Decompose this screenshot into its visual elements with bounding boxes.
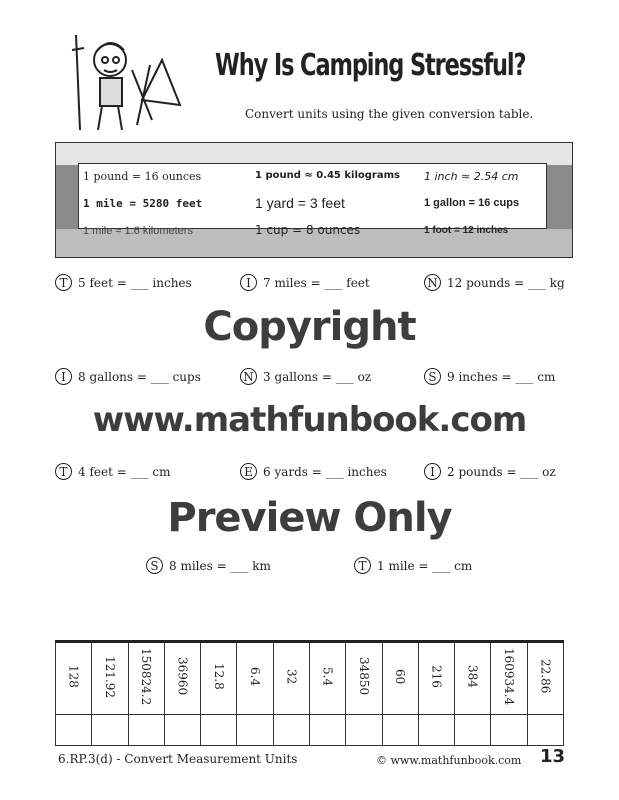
letter-blank[interactable] bbox=[346, 715, 382, 746]
letter-blank[interactable] bbox=[273, 715, 309, 746]
answer-key-table bbox=[55, 640, 564, 746]
problem: I 7 miles = ___ feet bbox=[240, 274, 370, 291]
problem: S 8 miles = ___ km bbox=[146, 557, 271, 574]
letter-blank[interactable] bbox=[527, 715, 563, 746]
conversion: 1 yard = 3 feet bbox=[255, 195, 345, 211]
answer-cell bbox=[56, 642, 92, 715]
answer-value: 34850 bbox=[356, 657, 371, 696]
answer-value: 12.8 bbox=[211, 663, 226, 690]
answer-value: 216 bbox=[429, 665, 444, 688]
letter-blank[interactable] bbox=[309, 715, 345, 746]
letter-blank[interactable] bbox=[455, 715, 491, 746]
conversion: 1 pound = 16 ounces bbox=[83, 170, 202, 183]
problem: N 12 pounds = ___ kg bbox=[424, 274, 565, 291]
watermark-url: www.mathfunbook.com bbox=[92, 400, 527, 440]
answer-value: 150824.2 bbox=[139, 647, 154, 706]
problem: T 5 feet = ___ inches bbox=[55, 274, 192, 291]
answer-value: 384 bbox=[465, 665, 480, 688]
conversion: 1 mile = 5280 feet bbox=[83, 197, 203, 210]
answer-cell bbox=[237, 642, 273, 715]
answer-cell bbox=[418, 642, 454, 715]
conversion: 1 pound ≈ 0.45 kilograms bbox=[255, 170, 400, 181]
problem: E 6 yards = ___ inches bbox=[240, 463, 387, 480]
problem: I 8 gallons = ___ cups bbox=[55, 368, 201, 385]
problem: I 2 pounds = ___ oz bbox=[424, 463, 556, 480]
letter-blank[interactable] bbox=[418, 715, 454, 746]
letter-blank[interactable] bbox=[56, 715, 92, 746]
problem: T 1 mile = ___ cm bbox=[354, 557, 472, 574]
answer-cell bbox=[273, 642, 309, 715]
problem: S 9 inches = ___ cm bbox=[424, 368, 555, 385]
standard-label: 6.RP.3(d) - Convert Measurement Units bbox=[58, 752, 298, 766]
page-title: Why Is Camping Stressful? bbox=[215, 48, 526, 83]
watermark-copyright: Copyright bbox=[203, 304, 416, 350]
answer-cell bbox=[92, 642, 128, 715]
conversion: 1 inch ≈ 2.54 cm bbox=[424, 170, 519, 183]
answer-cell bbox=[346, 642, 382, 715]
answer-cell bbox=[491, 642, 527, 715]
letter-blank[interactable] bbox=[382, 715, 418, 746]
answer-value: 128 bbox=[66, 665, 81, 688]
problem: T 4 feet = ___ cm bbox=[55, 463, 171, 480]
watermark-preview: Preview Only bbox=[167, 495, 452, 541]
letter-blank[interactable] bbox=[92, 715, 128, 746]
camper-clipart bbox=[62, 30, 182, 135]
answer-cell bbox=[455, 642, 491, 715]
conversion: 1 mile ≈ 1.6 kilometers bbox=[83, 225, 193, 237]
instructions: Convert units using the given conversion table. bbox=[245, 107, 534, 121]
answer-cell bbox=[128, 642, 164, 715]
problem: N 3 gallons = ___ oz bbox=[240, 368, 371, 385]
conversion: 1 gallon = 16 cups bbox=[424, 197, 520, 209]
answer-value: 6.4 bbox=[248, 666, 263, 687]
answer-cell bbox=[309, 642, 345, 715]
answer-value: 60 bbox=[393, 668, 408, 685]
conversion: 1 foot = 12 inches bbox=[424, 225, 509, 236]
answer-value: 5.4 bbox=[320, 666, 335, 687]
answer-cell bbox=[527, 642, 563, 715]
answer-value: 36960 bbox=[175, 657, 190, 696]
letter-blank[interactable] bbox=[491, 715, 527, 746]
answer-cell bbox=[201, 642, 237, 715]
conversion: 1 cup = 8 ounces bbox=[255, 223, 361, 237]
answer-value: 32 bbox=[284, 668, 299, 685]
answer-value: 160934.4 bbox=[502, 647, 517, 706]
copyright-label: © www.mathfunbook.com bbox=[376, 754, 522, 767]
letter-blank[interactable] bbox=[201, 715, 237, 746]
answer-value: 22.86 bbox=[538, 659, 553, 694]
answer-cell bbox=[164, 642, 200, 715]
answer-value: 121.92 bbox=[102, 655, 117, 698]
page-number: 13 bbox=[540, 746, 566, 767]
letter-blank[interactable] bbox=[164, 715, 200, 746]
letter-blank[interactable] bbox=[237, 715, 273, 746]
answer-cell bbox=[382, 642, 418, 715]
letter-blank[interactable] bbox=[128, 715, 164, 746]
conversion-table bbox=[55, 142, 573, 258]
